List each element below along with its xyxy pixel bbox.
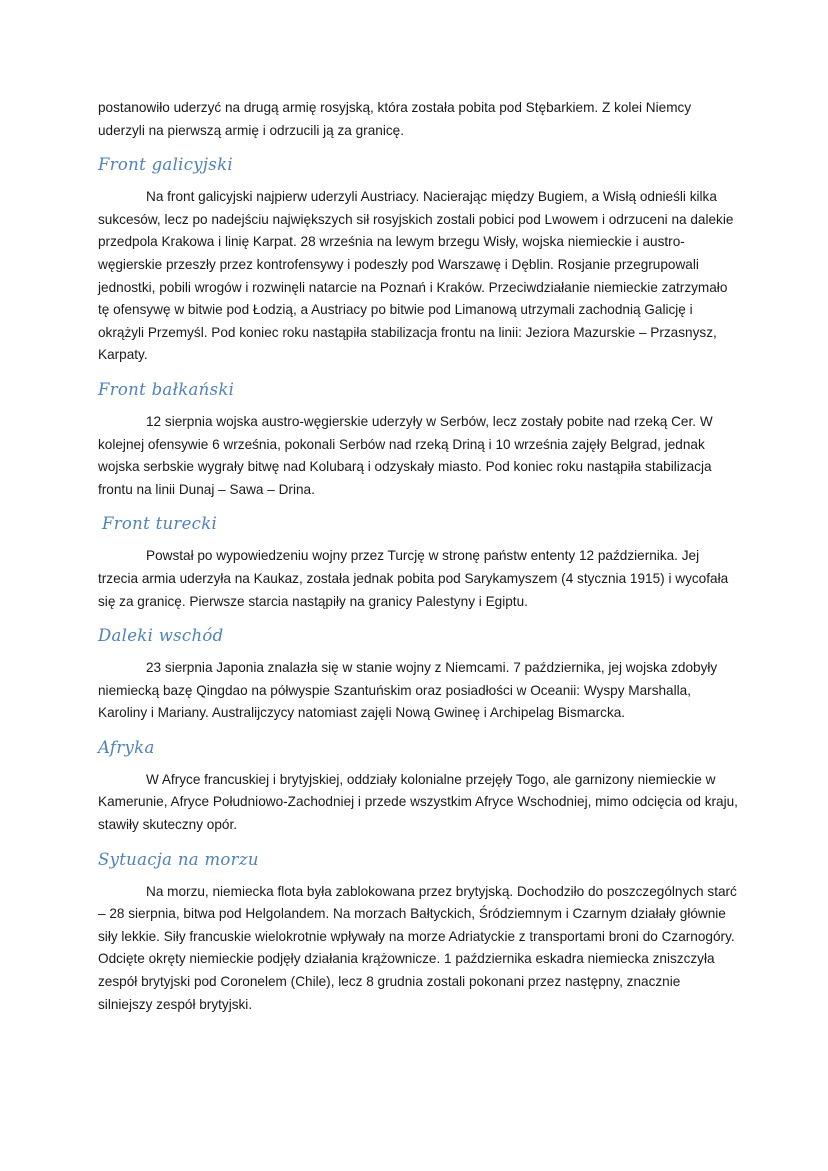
section-heading: Afryka [98,737,155,757]
section-daleki-wschod [98,625,738,725]
document-page [98,97,738,1016]
section-paragraph: Powstał po wypowiedzeniu wojny przez Turcję w stronę państw ententy 12 października. Jej trzecia armia uderzyła na Kaukaz, została jednak pobita pod Sarykamyszem (4 stycznia 1915) i wycofała się za granicę. Pierwsze starcia nastąpiły na granicy Palestyny i Egiptu. [98,548,729,609]
section-paragraph: 12 sierpnia wojska austro-węgierskie uderzyły w Serbów, lecz zostały pobite nad rzeką Cer. W kolejnej ofensywie 6 września, pokonali Serbów nad rzeką Driną i 10 września zajęły Belgrad, jednak wojska serbskie wygrały bitwę nad Kolubarą i odzyskały miasto. Pod koniec roku nastąpiła stabilizacja frontu na linii Dunaj – Sawa – Drina. [98,413,713,497]
section-paragraph: W Afryce francuskiej i brytyjskiej, oddziały kolonialne przejęły Togo, ale garnizony niemieckie w Kamerunie, Afryce Południowo-Zachodniej i przede wszystkim Afryce Wschodniej, mimo odcięcia od kraju, stawiły skuteczny opór. [98,771,738,833]
section-heading: Sytuacja na morzu [98,849,259,869]
section-paragraph: 23 sierpnia Japonia znalazła się w stanie wojny z Niemcami. 7 października, jej wojska zdobyły niemiecką bazę Qingdao na półwyspie Szantuńskim oraz posiadłości w Oceanii: Wyspy Marshalla, Karoliny i Mariany. Australijczycy natomiast zajęli Nową Gwineę i Archipelag Bismarcka. [98,660,718,721]
section-front-galicyjski [98,154,738,367]
section-heading: Daleki wschód [98,626,224,646]
section-front-turecki [98,513,738,613]
section-heading: Front bałkański [98,379,235,399]
section-front-balkanski [98,379,738,501]
section-afryka [98,737,738,837]
section-paragraph: Na morzu, niemiecka flota była zablokowana przez brytyjską. Dochodziło do poszczególnych starć – 28 sierpnia, bitwa pod Helgolandem. Na morzach Bałtyckich, Śródziemnym i Czarnym działały głównie siły lekkie. Siły francuskie wielokrotnie wpływały na morze Adriatyckie z transportami broni do Czarnogóry. Odcięte okręty niemieckie podjęły działania krążownicze. 1 października eskadra niemiecka zniszczyła zespół brytyjski pod Coronelem (Chile), lecz 8 grudnia zostali pokonani przez następny, znacznie silniejszy zespół brytyjski. [98,883,737,1012]
section-paragraph: Na front galicyjski najpierw uderzyli Austriacy. Nacierając między Bugiem, a Wisłą odnieśli kilka sukcesów, lecz po nadejściu największych sił rosyjskich zostali pobici pod Lwowem i odrzuceni na dalekie przedpola Krakowa i linię Karpat. 28 września na lewym brzegu Wisły, wojska niemieckie i austro-węgierskie przeszły przez kontrofensywy i podeszły pod Warszawę i Dęblin. Rosjanie przegrupowali jednostki, pobili wrogów i rozwinęli natarcie na Poznań i Kraków. Przeciwdziałanie niemieckie zatrzymało tę ofensywę w bitwie pod Łodzią, a Austriacy po bitwie pod Limanową utrzymali zachodnią Galicję i okrążyli Przemyśl. Pod koniec roku nastąpiła stabilizacja frontu na linii: Jeziora Mazurskie – Przasnysz, Karpaty. [98,189,734,363]
section-sytuacja-na-morzu [98,849,738,1017]
intro-paragraph: postanowiło uderzyć na drugą armię rosyjską, która została pobita pod Stębarkiem. Z kolei Niemcy uderzyli na pierwszą armię i odrzucili ją za granicę. [98,100,692,138]
section-heading: Front turecki [102,514,218,534]
section-heading: Front galicyjski [98,155,233,175]
